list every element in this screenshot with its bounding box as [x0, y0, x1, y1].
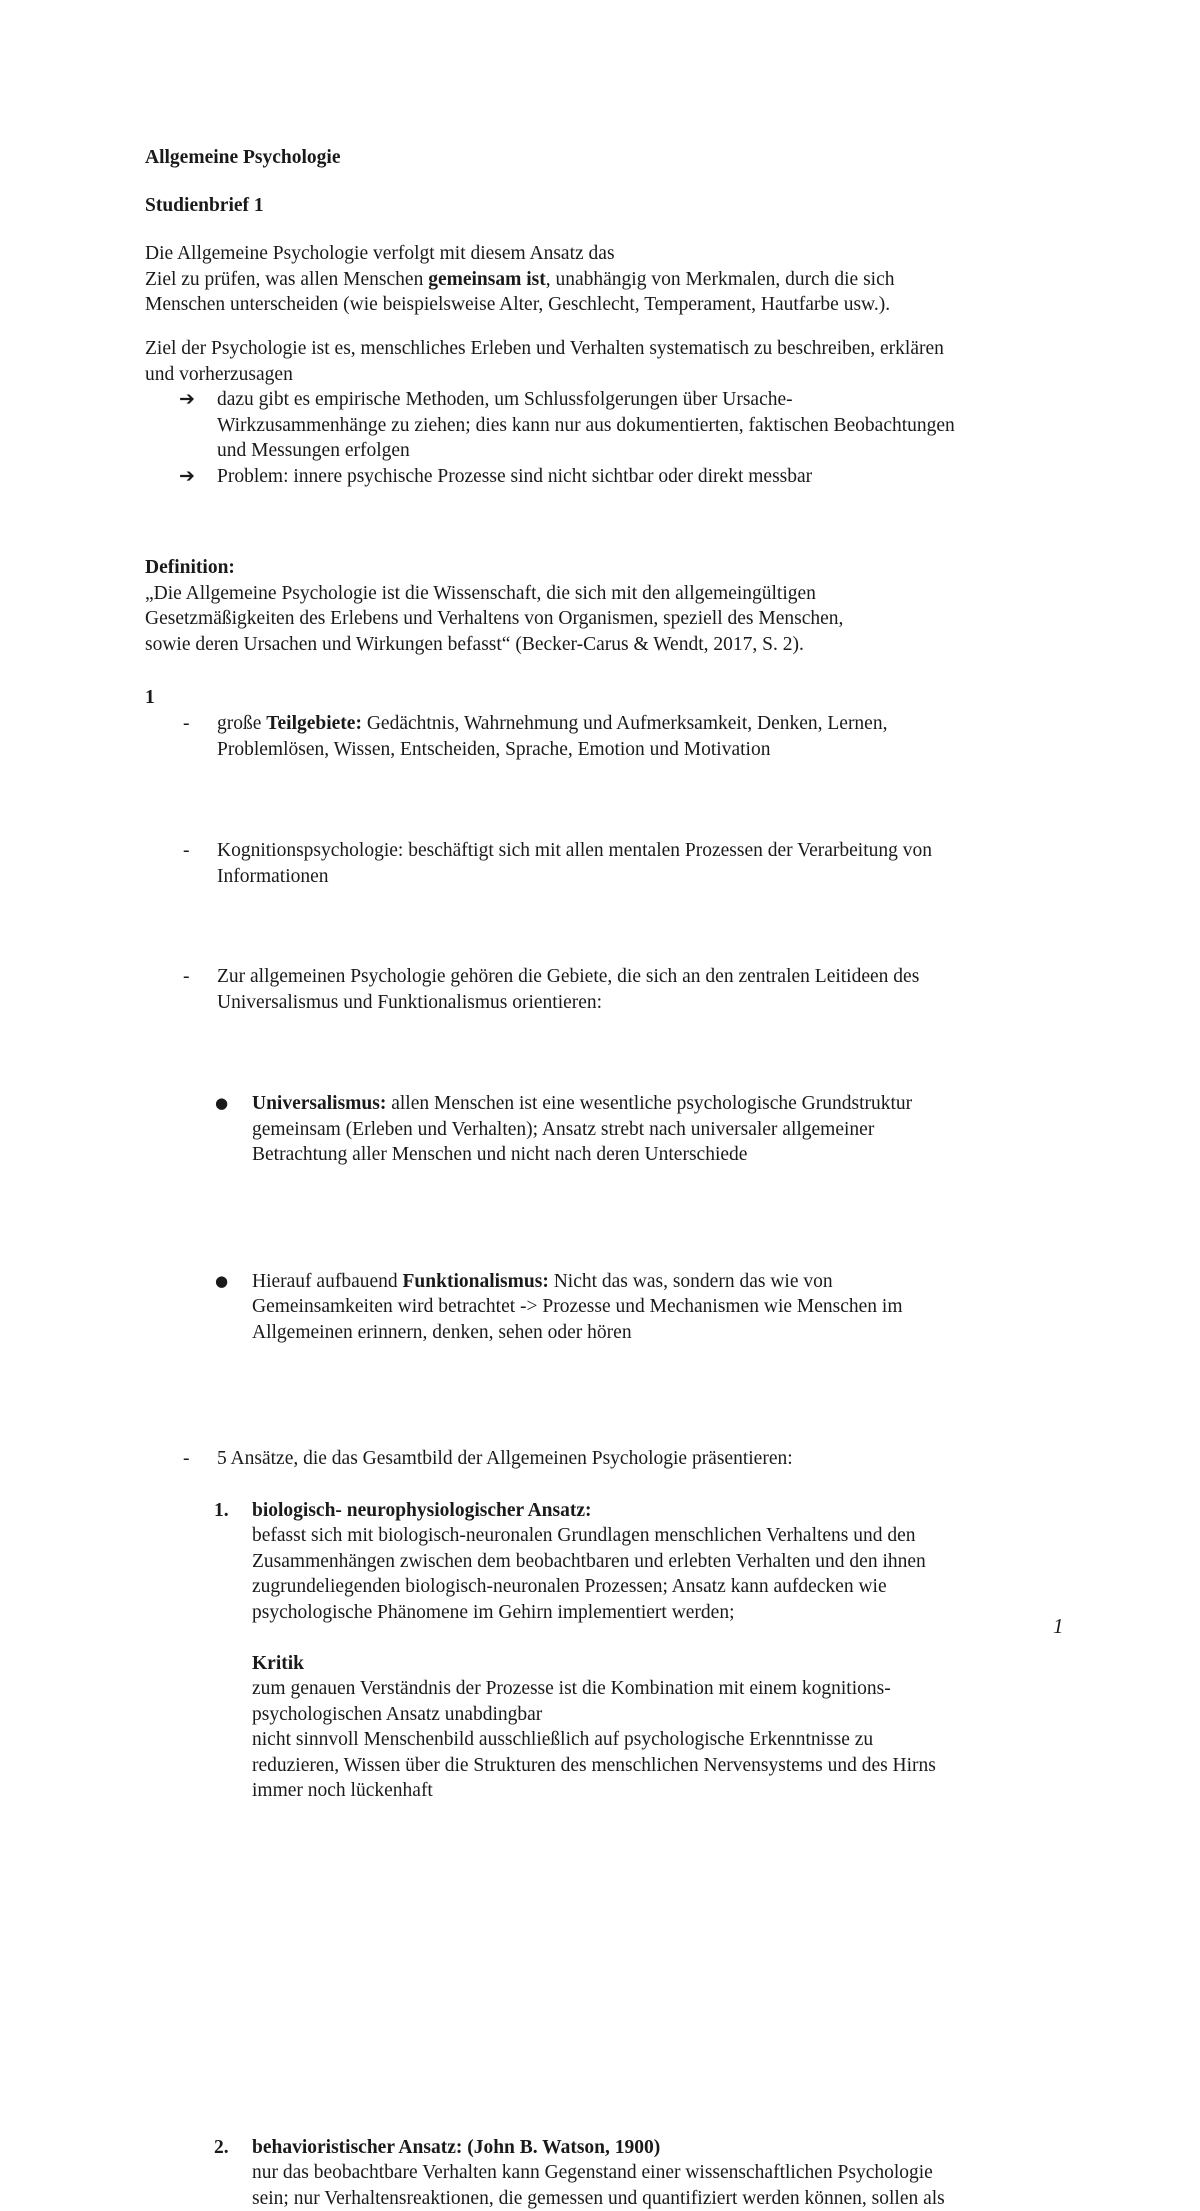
bullet-marker: ●	[215, 1269, 228, 1295]
bullet-list-item: ● Hierauf aufbauend Funktionalismus: Nicht das was, sondern das wie von Gemeinsamkeiten wird betrachtet -> Prozesse und Mechanismen wie Menschen im Allgemeinen erinnern, denken, sehen oder hören	[145, 1269, 1075, 1346]
dash-list-item: - Zur allgemeinen Psychologie gehören die Gebiete, die sich an den zentralen Leitideen des Universalismus und Funktionalismus orientieren:	[145, 964, 1075, 1015]
document-subtitle: Studienbrief 1	[145, 193, 264, 219]
dash-marker: -	[183, 1446, 190, 1472]
approach-heading: behavioristischer Ansatz: (John B. Watson, 1900)	[252, 2135, 1075, 2161]
dash-list-item: - große Teilgebiete: Gedächtnis, Wahrnehmung und Aufmerksamkeit, Denken, Lernen, Problemlösen, Wissen, Entscheiden, Sprache, Emotion und Motivation	[145, 711, 1075, 762]
arrow-list-item: ➔ Problem: innere psychische Prozesse sind nicht sichtbar oder direkt messbar	[145, 464, 955, 490]
dash-marker: -	[183, 964, 190, 990]
intro-line: Menschen unterscheiden (wie beispielsweise Alter, Geschlecht, Temperament, Hautfarbe usw.).	[145, 292, 894, 318]
goal-paragraph	[145, 336, 955, 489]
bullet-marker: ●	[215, 1091, 228, 1117]
definition-heading: Definition:	[145, 555, 843, 581]
arrow-right-icon: ➔	[179, 464, 195, 490]
intro-line: Die Allgemeine Psychologie verfolgt mit diesem Ansatz das	[145, 241, 894, 267]
intro-paragraph	[145, 241, 894, 318]
arrow-right-icon: ➔	[179, 387, 195, 413]
bullet-list-item: ● Universalismus: allen Menschen ist eine wesentliche psychologische Grundstruktur gemeinsam (Erleben und Verhalten); Ansatz strebt nach universaler allgemeiner Betrachtung aller Menschen und nicht nach deren Unterschiede	[145, 1091, 1075, 1168]
numbered-list-item: 1. biologisch- neurophysiologischer Ansatz: befasst sich mit biologisch-neuronalen Grundlagen menschlichen Verhaltens und den Zusammenhängen zwischen dem beobachtbaren und erlebten Verhalten und den ihnen zugrundeliegenden biologisch-neuronalen Prozessen; Ansatz kann aufdecken wie psychologische Phänomene im Gehirn implementiert werden; Kritik zum genauen Verständnis der Prozesse ist die Kombination mit einem kognitions- psychologischen Ansatz unabdingbar nicht sinnvoll Menschenbild ausschließlich auf psychologische Erkenntnisse zu reduzieren, Wissen über die Strukturen des menschlichen Nervensystems und des Hirns immer noch lückenhaft	[145, 1498, 1075, 1804]
numbered-list-item: 2. behavioristischer Ansatz: (John B. Watson, 1900) nur das beobachtbare Verhalten kann Gegenstand einer wissenschaftlichen Psychologie sein; nur Verhaltensreaktionen, die gemessen und quantifiziert werden können, sollen als	[145, 2135, 1075, 2211]
definition-block	[145, 555, 843, 657]
arrow-list-item: ➔ dazu gibt es empirische Methoden, um Schlussfolgerungen über Ursache- Wirkzusammenhänge zu ziehen; dies kann nur aus dokumentierten, faktischen Beobachtungen und Messungen erfolgen	[145, 387, 955, 464]
kritik-heading: Kritik	[252, 1651, 1075, 1677]
dash-list-item: - Kognitionspsychologie: beschäftigt sich mit allen mentalen Prozessen der Verarbeitung von Informationen	[145, 838, 1075, 889]
dash-marker: -	[183, 711, 190, 737]
definition-line: „Die Allgemeine Psychologie ist die Wissenschaft, die sich mit den allgemeingültigen	[145, 581, 843, 607]
section-number: 1	[145, 685, 155, 711]
list-number: 2.	[214, 2135, 229, 2161]
list-number: 1.	[214, 1498, 229, 1524]
goal-line: und vorherzusagen	[145, 362, 955, 388]
document-page	[145, 0, 1075, 714]
dash-list-item: - 5 Ansätze, die das Gesamtbild der Allgemeinen Psychologie präsentieren:	[145, 1446, 1075, 1472]
page-number: 1	[1053, 1614, 1064, 1640]
document-title: Allgemeine Psychologie	[145, 145, 341, 171]
approach-heading: biologisch- neurophysiologischer Ansatz:	[252, 1498, 1075, 1524]
dash-marker: -	[183, 838, 190, 864]
intro-line: Ziel zu prüfen, was allen Menschen gemeinsam ist, unabhängig von Merkmalen, durch die sich	[145, 267, 894, 293]
definition-line: Gesetzmäßigkeiten des Erlebens und Verhaltens von Organismen, speziell des Menschen,	[145, 606, 843, 632]
definition-line: sowie deren Ursachen und Wirkungen befasst“ (Becker-Carus & Wendt, 2017, S. 2).	[145, 632, 843, 658]
goal-line: Ziel der Psychologie ist es, menschliches Erleben und Verhalten systematisch zu beschreiben, erklären	[145, 336, 955, 362]
